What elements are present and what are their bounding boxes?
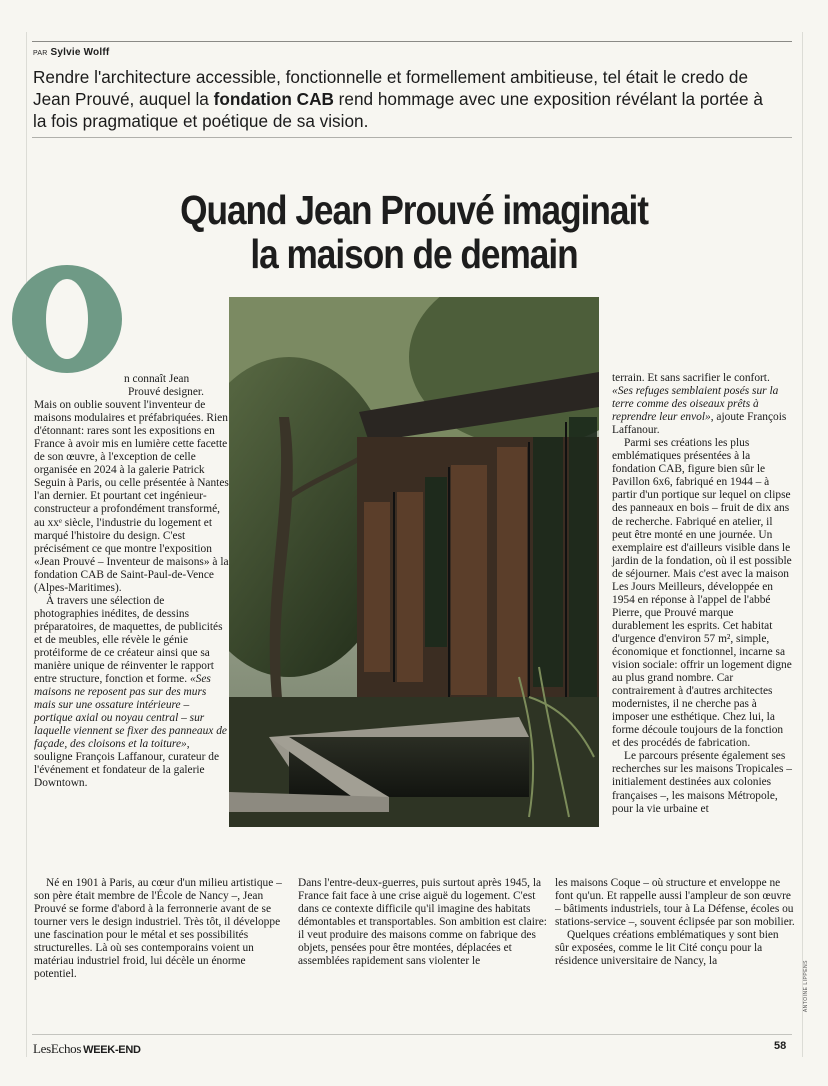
article-column-right [612, 372, 792, 816]
standfirst [33, 66, 773, 132]
article-column-bottom-middle [298, 877, 548, 968]
quote: «Ses maisons ne reposent pas sur des murs mais sur une ossature intérieure – portique axial ou noyau central – sur laquelle viennent se fixer des panneaux de façade, des cloisons et la toiture» [34, 673, 227, 751]
standfirst-text-2: rend hommage avec une exposition révélant la portée à la fois pragmatique et poétique de sa vision. [33, 89, 763, 131]
paragraph [34, 595, 230, 791]
headline-line-1: Quand Jean Prouvé imaginait [180, 187, 648, 233]
standfirst-text-1: Rendre l'architecture accessible, fonctionnelle et formellement ambitieuse, tel était le credo de Jean Prouvé, auquel la [33, 67, 749, 109]
paragraph: Quelques créations emblématiques y sont bien sûr exposées, comme le lit Cité conçu pour la résidence universitaire de Nancy, la [555, 929, 779, 968]
paragraph-text: À travers une sélection de photographies inédites, de dessins préparatoires, de maquettes, de publicités et de meubles, elle révèle le génie protéiforme de ce créateur ainsi que sa manière unique de réinventer le rapport entre structure, fonction et forme. [34, 594, 223, 686]
footer-brand [33, 1041, 141, 1057]
photo-credit: ANTOINE LIPPENS [803, 960, 809, 1013]
paragraph [612, 372, 792, 437]
paragraph-text: , souligne François Laffanour, curateur de l'événement et fondateur de la galerie Downtown. [34, 738, 219, 790]
standfirst-highlight: fondation CAB [213, 89, 334, 109]
headline [110, 188, 719, 276]
byline-author: Sylvie Wolff [50, 47, 110, 58]
footer-rule [32, 1034, 792, 1035]
lead-line-2: Prouvé designer. [128, 386, 204, 399]
page-number: 58 [774, 1040, 787, 1052]
article-column-left-upper [34, 373, 230, 791]
paragraph-text: , ajoute François Laffanour. [612, 411, 787, 437]
lead-line-1: n connaît Jean [124, 373, 190, 385]
byline [33, 47, 109, 58]
paragraph: Mais on oublie souvent l'inventeur de maisons modulaires et préfabriquées. Rien d'étonnant: rares sont les expositions en France à avoir mis en lumière cette facette de son œuvre, à l'exception de celle organisée en 2024 à la galerie Patrick Seguin à Paris, ou celle présentée à Nantes l'an dernier. Et pourtant cet ingénieur-constructeur a profondément transformé, au xxᵉ siècle, l'industrie du logement et marqué l'histoire du design. C'est précisément ce que montre l'exposition «Jean Prouvé – Inventeur de maisons» à la fondation CAB de Saint-Paul-de-Vence (Alpes-Maritimes). [34, 399, 229, 594]
brand-suffix: WEEK-END [83, 1044, 141, 1056]
standfirst-rule [32, 137, 792, 138]
paragraph: Né en 1901 à Paris, au cœur d'un milieu artistique – son père était membre de l'École de Nancy –, Jean Prouvé se forme d'abord à la ferronnerie avant de se tourner vers le design industriel. Très tôt, il développe une fascination pour le métal et ses possibilités structurelles. Là où ses contemporains voient un matériau industriel froid, lui décèle un énorme potentiel. [34, 877, 282, 981]
top-rule [32, 41, 792, 42]
paragraph: les maisons Coque – où structure et enveloppe ne font qu'un. Et rappelle aussi l'ampleur de son œuvre – bâtiments industriels, tour à La Défense, écoles ou stations-service –, souvent éclipsée par son mobilier. [555, 877, 795, 929]
quote: «Ses refuges semblaient posés sur la terre comme des oiseaux prêts à reprendre leur envol» [612, 385, 779, 424]
headline-line-2: la maison de demain [250, 231, 578, 277]
article-column-bottom-left [34, 877, 286, 981]
pavilion-photo [229, 297, 599, 827]
article-column-bottom-right [555, 877, 795, 968]
byline-prefix: PAR [33, 50, 48, 57]
paragraph: Le parcours présente également ses recherches sur les maisons Tropicales – initialement destinées aux colonies françaises –, les maisons Métropole, pour la vie urbaine et [612, 750, 792, 815]
paragraph: Parmi ses créations les plus emblématiques présentées à la fondation CAB, figure bien sûr le Pavillon 6x6, fabriqué en 1944 – à partir d'un portique sur lequel on clipse des panneaux en bois – fruit de dix ans de recherche. Fabriqué en atelier, il peut être monté en une journée. Un exemplaire est d'ailleurs visible dans le jardin de la fondation, où il est possible de séjourner. Mais c'est avec la maison Les Jours Meilleurs, développée en 1954 en réponse à l'appel de l'abbé Pierre, que Prouvé marque durablement les esprits. Cet habitat d'urgence d'environ 57 m², simple, économique et fonctionnel, incarne sa vision sociale: offrir un logement digne au plus grand nombre. Car contrairement à d'autres architectes modernistes, il ne cherche pas à imposer une esthétique. Chez lui, la forme découle toujours de la fonction et des procédés de fabrication. [612, 437, 792, 750]
dropcap-o [12, 265, 122, 373]
paragraph-text: terrain. Et sans sacrifier le confort. [612, 372, 770, 384]
paragraph: Dans l'entre-deux-guerres, puis surtout après 1945, la France fait face à une crise aiguë du logement. C'est dans ce contexte difficile qu'il imagine des habitats démontables et transportables. Son ambition est claire: il veut produire des maisons comme on fabrique des objets, pensées pour être montées, déplacées et assemblées rapidement sans violenter le [298, 877, 547, 968]
brand-name: LesEchos [33, 1041, 82, 1056]
